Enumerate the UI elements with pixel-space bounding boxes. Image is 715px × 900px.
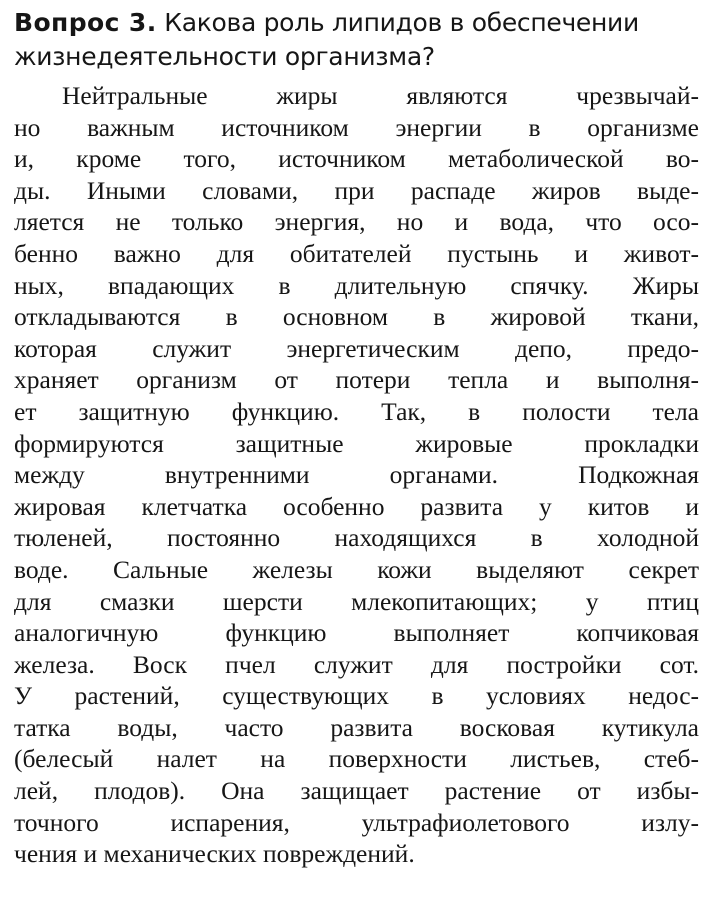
answer-line: между внутренними органами. Подкожная xyxy=(14,460,699,490)
answer-paragraph xyxy=(14,80,699,870)
answer-line: откладываются в основном в жировой ткани, xyxy=(14,302,699,332)
answer-line: для смазки шерсти млекопитающих; у птиц xyxy=(14,586,699,616)
answer-line: бенно важно для обитателей пустынь и живот- xyxy=(14,238,699,268)
question-line-2: жизнедеятельности организма? xyxy=(14,42,435,71)
answer-line: Нейтральные жиры являются чрезвычай- xyxy=(62,81,699,110)
answer-line: точного испарения, ультрафиолетового излу- xyxy=(14,807,699,837)
answer-line: тюленей, постоянно находящихся в холодной xyxy=(14,523,699,553)
answer-line: ет защитную функцию. Так, в полости тела xyxy=(14,396,699,426)
answer-line: У растений, существующих в условиях недос- xyxy=(14,681,699,711)
answer-line: которая служит энергетическим депо, предо- xyxy=(14,333,699,363)
answer-line: аналогичную функцию выполняет копчиковая xyxy=(14,618,699,648)
answer-line: лей, плодов). Она защищает растение от избы- xyxy=(14,776,699,806)
answer-line: но важным источником энергии в организме xyxy=(14,112,699,142)
answer-line: ды. Иными словами, при распаде жиров выде- xyxy=(14,175,699,205)
question-line-1 xyxy=(14,6,699,40)
answer-line: ляется не только энергия, но и вода, что осо- xyxy=(14,207,699,237)
answer-line: воде. Сальные железы кожи выделяют секрет xyxy=(14,554,699,584)
question-heading xyxy=(14,6,699,74)
answer-line: и, кроме того, источником метаболической во- xyxy=(14,144,699,174)
question-text-part-1: Какова роль липидов в обеспечении xyxy=(164,8,639,37)
answer-line: храняет организм от потери тепла и выполня- xyxy=(14,365,699,395)
answer-line: (белесый налет на поверхности листьев, стеб- xyxy=(14,744,699,774)
answer-line: формируются защитные жировые прокладки xyxy=(14,428,699,458)
answer-line: жировая клетчатка особенно развита у китов и xyxy=(14,491,699,521)
answer-line: татка воды, часто развита восковая кутикула xyxy=(14,712,699,742)
answer-line: ных, впадающих в длительную спячку. Жиры xyxy=(14,270,699,300)
question-number: Вопрос 3. xyxy=(14,8,157,37)
answer-line: железа. Воск пчел служит для постройки сот. xyxy=(14,649,699,679)
answer-line: чения и механических повреждений. xyxy=(14,839,415,869)
